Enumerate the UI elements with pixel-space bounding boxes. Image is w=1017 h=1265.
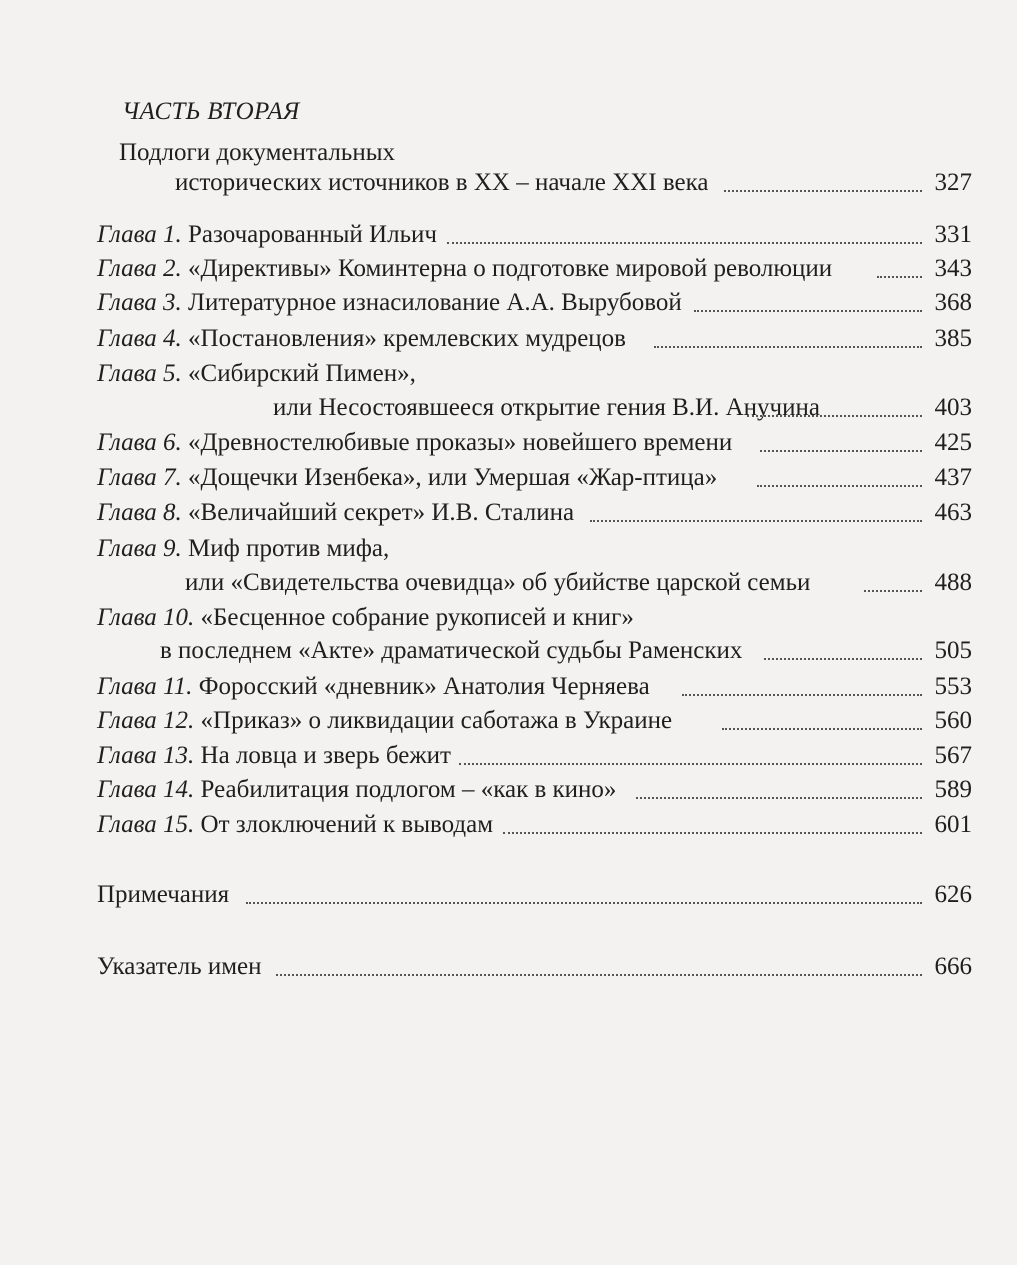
- leader-dots: [724, 188, 922, 192]
- chapter-entry: [0, 426, 1017, 460]
- part-title: ЧАСТЬ ВТОРАЯ: [122, 98, 300, 125]
- chapter-entry: [0, 808, 1017, 842]
- leader-dots: [246, 900, 922, 904]
- leader-dots: [276, 972, 922, 976]
- page-number: 488: [934, 569, 972, 596]
- chapter-entry-continuation: [0, 634, 1017, 668]
- chapter-label: Глава 8.: [97, 499, 182, 526]
- chapter-heading: [97, 426, 732, 460]
- page-number: 553: [934, 673, 972, 700]
- chapter-title: Разочарованный Ильич: [188, 221, 437, 248]
- chapter-entry: [0, 532, 1017, 566]
- chapter-label: Глава 4.: [97, 325, 182, 352]
- leader-dots: [764, 656, 922, 660]
- index-title: Указатель имен: [97, 953, 262, 980]
- chapter-entry: [0, 670, 1017, 704]
- page-number: 343: [934, 255, 972, 282]
- chapter-label: Глава 10.: [97, 604, 195, 631]
- leader-dots: [459, 761, 922, 765]
- chapter-heading: [97, 532, 389, 566]
- notes-entry: [0, 878, 1017, 912]
- page-number: 327: [934, 169, 972, 196]
- chapter-title: Реабилитация подлогом – «как в кино»: [200, 776, 617, 803]
- chapter-entry: [0, 218, 1017, 252]
- chapter-heading: [97, 704, 672, 738]
- leader-dots: [503, 830, 922, 834]
- chapter-heading: [97, 286, 682, 320]
- chapter-title: На ловца и зверь бежит: [200, 742, 451, 769]
- leader-dots: [864, 588, 922, 592]
- chapter-heading: [97, 496, 574, 530]
- chapter-heading: [97, 739, 451, 773]
- chapter-heading: [97, 461, 717, 495]
- chapter-title: Форосский «дневник» Анатолия Черняева: [198, 673, 650, 700]
- page-number: 385: [934, 325, 972, 352]
- page-number: 425: [934, 429, 972, 456]
- chapter-label: Глава 1.: [97, 221, 182, 248]
- chapter-entry: [0, 461, 1017, 495]
- chapter-entry: [0, 773, 1017, 807]
- part-subtitle-line1: [0, 136, 1017, 170]
- chapter-entry: [0, 704, 1017, 738]
- chapter-title: «Дощечки Изенбека», или Умершая «Жар-птица»: [188, 464, 718, 491]
- page-number: 505: [934, 637, 972, 664]
- chapter-entry-continuation: [0, 391, 1017, 425]
- page-number: 601: [934, 811, 972, 838]
- chapter-label: Глава 6.: [97, 429, 182, 456]
- leader-dots: [682, 692, 922, 696]
- leader-dots: [877, 274, 922, 278]
- chapter-label: Глава 14.: [97, 776, 195, 803]
- chapter-title: «Древностелюбивые проказы» новейшего времени: [188, 429, 733, 456]
- part-subtitle-text2: исторических источников в XX – начале XXI века: [175, 169, 709, 196]
- chapter-entry: [0, 252, 1017, 286]
- index-entry: [0, 950, 1017, 984]
- page-number: 368: [934, 289, 972, 316]
- chapter-heading: [97, 357, 416, 391]
- chapter-title: «Сибирский Пимен»,: [188, 360, 416, 387]
- chapter-heading: [97, 322, 626, 356]
- page-number: 463: [934, 499, 972, 526]
- chapter-title-continued: или Несостоявшееся открытие гения В.И. Анучина: [273, 394, 820, 421]
- page-number: 666: [934, 953, 972, 980]
- leader-dots: [747, 413, 922, 417]
- chapter-heading: [97, 773, 616, 807]
- leader-dots: [447, 240, 922, 244]
- chapter-heading: [97, 670, 650, 704]
- page-number: 589: [934, 776, 972, 803]
- chapter-label: Глава 5.: [97, 360, 182, 387]
- part-subtitle-line2: [0, 166, 1017, 200]
- chapter-label: Глава 12.: [97, 707, 195, 734]
- chapter-entry: [0, 357, 1017, 391]
- page-number: 567: [934, 742, 972, 769]
- chapter-label: Глава 3.: [97, 289, 182, 316]
- chapter-heading: [97, 601, 634, 635]
- chapter-entry: [0, 601, 1017, 635]
- chapter-title-continued: или «Свидетельства очевидца» об убийстве царской семьи: [185, 569, 811, 596]
- chapter-entry: [0, 322, 1017, 356]
- chapter-title: «Приказ» о ликвидации саботажа в Украине: [200, 707, 673, 734]
- chapter-title: Литературное изнасилование А.А. Вырубовой: [188, 289, 682, 316]
- leader-dots: [722, 726, 922, 730]
- chapter-label: Глава 11.: [97, 673, 193, 700]
- page-number: 626: [934, 881, 972, 908]
- page-number: 437: [934, 464, 972, 491]
- chapter-label: Глава 13.: [97, 742, 195, 769]
- chapter-title: «Директивы» Коминтерна о подготовке мировой революции: [188, 255, 833, 282]
- notes-title: Примечания: [97, 881, 230, 908]
- chapter-label: Глава 2.: [97, 255, 182, 282]
- chapter-entry: [0, 739, 1017, 773]
- chapter-label: Глава 15.: [97, 811, 195, 838]
- chapter-title-continued: в последнем «Акте» драматической судьбы Раменских: [160, 637, 743, 664]
- leader-dots: [760, 448, 922, 452]
- chapter-title: «Постановления» кремлевских мудрецов: [188, 325, 626, 352]
- leader-dots: [694, 308, 922, 312]
- chapter-label: Глава 7.: [97, 464, 182, 491]
- page-number: 403: [934, 394, 972, 421]
- leader-dots: [590, 518, 922, 522]
- chapter-heading: [97, 218, 437, 252]
- chapter-title: «Бесценное собрание рукописей и книг»: [200, 604, 634, 631]
- page-number: 331: [934, 221, 972, 248]
- chapter-title: «Величайший секрет» И.В. Сталина: [188, 499, 575, 526]
- chapter-heading: [97, 808, 493, 842]
- leader-dots: [757, 483, 922, 487]
- chapter-title: Миф против мифа,: [188, 535, 390, 562]
- chapter-entry: [0, 496, 1017, 530]
- chapter-label: Глава 9.: [97, 535, 182, 562]
- leader-dots: [654, 344, 922, 348]
- chapter-entry: [0, 286, 1017, 320]
- chapter-entry-continuation: [0, 566, 1017, 600]
- part-subtitle-text1: Подлоги документальных: [119, 139, 395, 166]
- leader-dots: [636, 795, 922, 799]
- chapter-heading: [97, 252, 832, 286]
- chapter-title: От злоключений к выводам: [200, 811, 494, 838]
- page-number: 560: [934, 707, 972, 734]
